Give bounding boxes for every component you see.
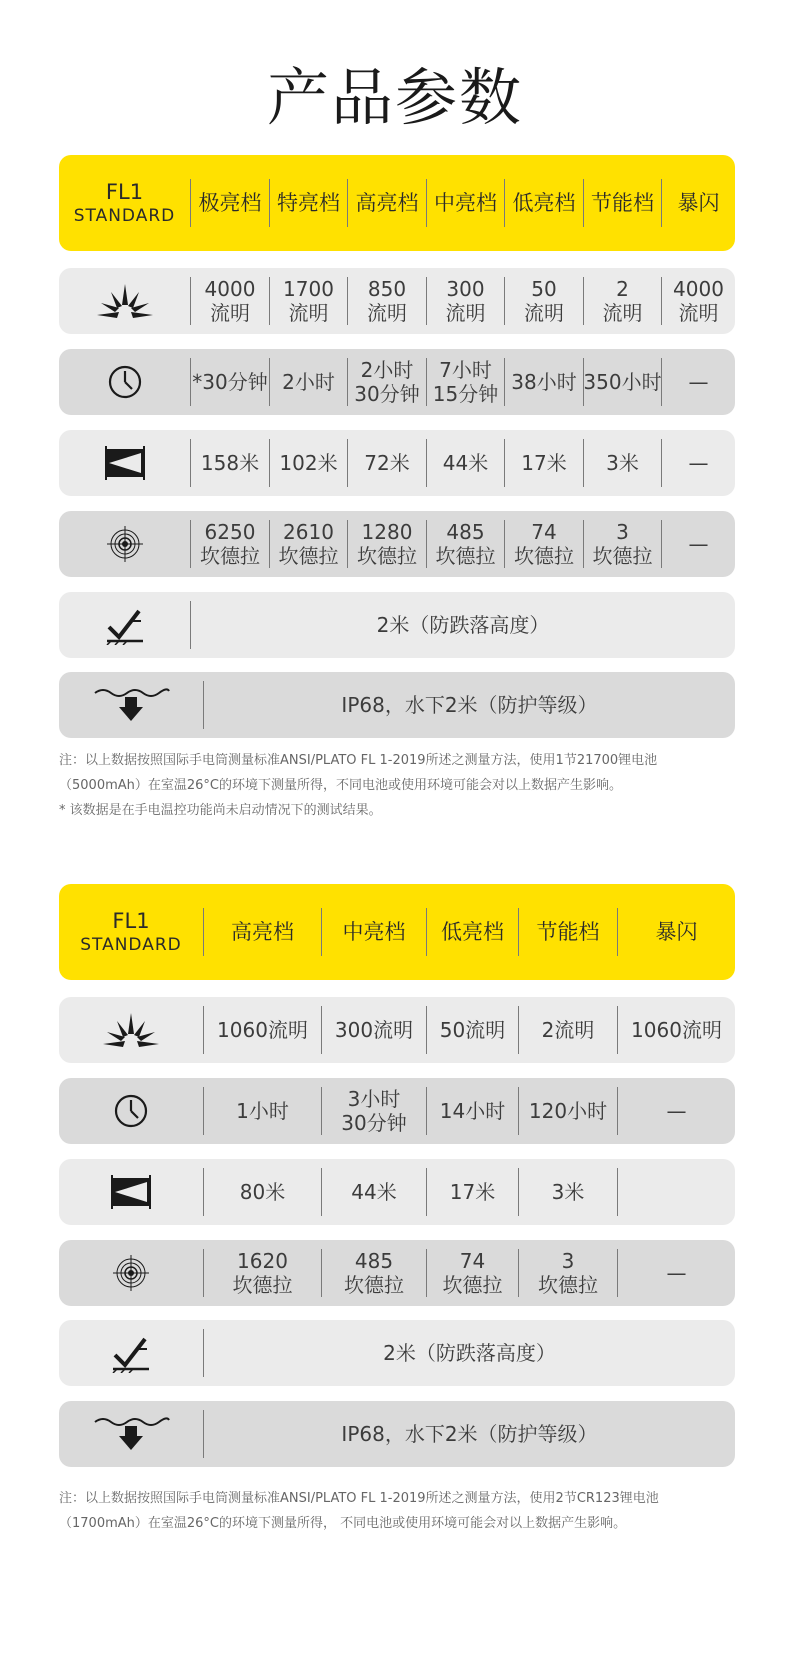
table1-intensity-cell: [347, 520, 426, 568]
table1-row-lumens: [59, 268, 735, 334]
table2-lumens-cell: [203, 1006, 321, 1054]
model-name: FL1: [112, 909, 150, 933]
table2-waterproof-label: [59, 1410, 203, 1458]
table2-lumens-text: 300流明: [334, 1018, 414, 1042]
table2-waterproof-value: IP68，水下2米（防护等级）: [203, 1410, 735, 1458]
table2-lumens-text: 1060流明: [217, 1018, 308, 1042]
table1-lumens-text: 850: [367, 277, 407, 301]
table1-lumens-cell: [504, 277, 583, 325]
table1-note-line: 注：以上数据按照国际手电筒测量标准ANSI/PLATO FL 1-2019所述之测量方法，使用1节21700锂电池: [59, 753, 658, 768]
model-name: FL1: [105, 180, 144, 204]
table1-lumens-text: 流明: [445, 301, 486, 325]
table2-header-text: 节能档: [536, 920, 600, 944]
table2-lumens-label: [59, 1006, 203, 1054]
model-label: [80, 908, 182, 956]
table2-lumens-cell: [321, 1006, 426, 1054]
table1-distance-text: —: [688, 451, 709, 475]
table1-distance-cell: [661, 439, 735, 487]
table2-distance-cell: [617, 1168, 735, 1216]
table1-distance-cell: [426, 439, 504, 487]
target-icon: [111, 1253, 151, 1293]
table1-runtime-text: 2小时: [282, 370, 335, 394]
table1-runtime-text: 350小时: [583, 370, 662, 394]
table1-header-cell: [504, 179, 583, 227]
beam-distance-icon: [102, 443, 148, 483]
table2-runtime-text: 30分钟: [341, 1111, 407, 1135]
table1-intensity-cell: [426, 520, 504, 568]
table2-header-text: 低亮档: [441, 920, 504, 944]
table1-lumens-text: 2: [616, 277, 629, 301]
table1-intensity-text: 3: [616, 520, 629, 544]
water-icon: [91, 1414, 171, 1454]
table1-header-cell: [190, 179, 269, 227]
table2-impact-label: [59, 1329, 203, 1377]
table2-distance-cell: [321, 1168, 426, 1216]
table1-distance-text: 17米: [521, 451, 567, 475]
table2-distance-label: [59, 1168, 203, 1216]
table2-intensity-text: 3: [561, 1249, 575, 1273]
table2-lumens-cell: [617, 1006, 735, 1054]
table1-note-line: * 该数据是在手电温控功能尚未启动情况下的测试结果。: [59, 803, 382, 818]
table1-distance-text: 102米: [279, 451, 338, 475]
table1-distance-text: 3米: [606, 451, 639, 475]
table1-runtime-cell: [583, 358, 661, 406]
table1-intensity-text: 坎德拉: [592, 544, 653, 568]
table1-distance-text: 44米: [442, 451, 489, 475]
table1-lumens-cell: [269, 277, 347, 325]
table2-intensity-label: [59, 1249, 203, 1297]
table1-lumens-cell: [661, 277, 735, 325]
table1-header-text: 高亮档: [355, 191, 419, 215]
table2-row-runtime: [59, 1078, 735, 1144]
table2-header-label: [59, 908, 203, 956]
table1-lumens-text: 50: [531, 277, 557, 301]
table1-runtime-cell: [504, 358, 583, 406]
table1-intensity-text: 坎德拉: [357, 544, 417, 568]
table2-intensity-text: 坎德拉: [232, 1273, 293, 1297]
table2-lumens-text: 50流明: [439, 1018, 506, 1042]
table2-runtime-cell: [426, 1087, 518, 1135]
table1-intensity-text: 1280: [361, 520, 413, 544]
table1-distance-cell: [583, 439, 661, 487]
table2-lumens-cell: [426, 1006, 518, 1054]
table2-intensity-cell: [203, 1249, 321, 1297]
table1-runtime-text: —: [688, 370, 709, 394]
table1-header-text: 节能档: [591, 191, 654, 215]
table1-intensity-text: 485: [446, 520, 485, 544]
table2-header-cell: [617, 908, 735, 956]
table1-row-waterproof: [59, 672, 735, 738]
table1-intensity-label: [59, 520, 190, 568]
table2-distance-text: 44米: [351, 1180, 397, 1204]
table1-lumens-text: 流明: [367, 301, 407, 325]
table1-waterproof-label: [59, 681, 203, 729]
table1-impact-value: 2米（防跌落高度）: [190, 601, 735, 649]
table1-header-text: 特亮档: [277, 191, 340, 215]
table1-header-cell: [269, 179, 347, 227]
table1-intensity-cell: [583, 520, 661, 568]
table1-intensity-text: 74: [531, 520, 557, 544]
table1-intensity-cell: [269, 520, 347, 568]
table2-runtime-text: 120小时: [528, 1099, 608, 1123]
target-icon: [105, 524, 145, 564]
table1-intensity-text: 坎德拉: [514, 544, 574, 568]
table2-distance-cell: [518, 1168, 617, 1216]
table1-header-cell: [347, 179, 426, 227]
table1-lumens-text: 流明: [602, 301, 643, 325]
table1-runtime-cell: [661, 358, 735, 406]
table2-row-waterproof: [59, 1401, 735, 1467]
table1-note-line: （5000mAh）在室温26°C的环境下测量所得，不同电池或使用环境可能会对以上数据产生影响。: [59, 778, 622, 793]
table1-header-text: 低亮档: [512, 191, 576, 215]
table2-intensity-cell: [321, 1249, 426, 1297]
table2-intensity-cell: [518, 1249, 617, 1297]
table2-lumens-text: 1060流明: [631, 1018, 722, 1042]
water-icon: [91, 685, 171, 725]
table1-header-text: 极亮档: [198, 191, 262, 215]
table1-lumens-cell: [347, 277, 426, 325]
table1-lumens-text: 流明: [678, 301, 719, 325]
table2-distance-text: 17米: [449, 1180, 496, 1204]
model-edition: STANDARD: [80, 935, 182, 955]
table1-lumens-text: 1700: [283, 277, 334, 301]
table2-header-text: 暴闪: [655, 920, 698, 944]
table2-header-cell: [321, 908, 426, 956]
table1-runtime-text: 15分钟: [432, 382, 499, 406]
table1-row-impact: [59, 592, 735, 658]
table1-header-cell: [661, 179, 735, 227]
table2-header-text: 中亮档: [342, 920, 406, 944]
table1-intensity-cell: [504, 520, 583, 568]
table2-intensity-text: 1620: [237, 1249, 288, 1273]
table1-distance-cell: [269, 439, 347, 487]
table1-lumens-cell: [190, 277, 269, 325]
table2-header-cell: [203, 908, 321, 956]
table1-row-distance: [59, 430, 735, 496]
table2-runtime-text: 3小时: [347, 1087, 401, 1111]
table1-row-runtime: [59, 349, 735, 415]
table1-lumens-cell: [426, 277, 504, 325]
table2-distance-text: 80米: [239, 1180, 286, 1204]
table1-distance-cell: [190, 439, 269, 487]
table1-distance-text: 72米: [364, 451, 410, 475]
table1-lumens-text: 4000: [204, 277, 256, 301]
clock-icon: [105, 362, 145, 402]
sun-rays-icon: [101, 1010, 161, 1050]
table1-row-header: [59, 155, 735, 251]
table1-intensity-text: 坎德拉: [278, 544, 339, 568]
table2-note-line: （1700mAh）在室温26°C的环境下测量所得， 不同电池或使用环境可能会对以上数据产生影响。: [59, 1516, 627, 1531]
table1-runtime-cell: [347, 358, 426, 406]
table1-lumens-text: 4000: [673, 277, 724, 301]
table1-runtime-label: [59, 358, 190, 406]
table1-distance-cell: [504, 439, 583, 487]
impact-resistance-icon: [103, 605, 147, 645]
table1-header-text: 暴闪: [677, 191, 720, 215]
table1-header-cell: [426, 179, 504, 227]
table1-distance-text: 158米: [200, 451, 260, 475]
table1-runtime-text: *30分钟: [192, 370, 268, 394]
sun-rays-icon: [95, 281, 155, 321]
table1-lumens-text: 流明: [288, 301, 329, 325]
table2-lumens-cell: [518, 1006, 617, 1054]
table1-distance-label: [59, 439, 190, 487]
table2-intensity-text: 坎德拉: [538, 1273, 598, 1297]
table2-impact-value: 2米（防跌落高度）: [203, 1329, 735, 1377]
table1-intensity-cell: [661, 520, 735, 568]
table1-runtime-cell: [190, 358, 269, 406]
table2-runtime-cell: [203, 1087, 321, 1135]
table2-intensity-text: 485: [354, 1249, 394, 1273]
table1-intensity-text: 坎德拉: [435, 544, 496, 568]
table2-intensity-text: —: [666, 1261, 687, 1285]
table2-runtime-text: —: [666, 1099, 687, 1123]
table2-row-lumens: [59, 997, 735, 1063]
table2-intensity-text: 坎德拉: [344, 1273, 404, 1297]
table2-runtime-label: [59, 1087, 203, 1135]
table1-runtime-text: 30分钟: [354, 382, 420, 406]
table1-runtime-text: 7小时: [439, 358, 492, 382]
table2-distance-cell: [203, 1168, 321, 1216]
table2-lumens-text: 2流明: [541, 1018, 595, 1042]
table2-distance-cell: [426, 1168, 518, 1216]
beam-distance-icon: [108, 1172, 154, 1212]
clock-icon: [111, 1091, 151, 1131]
table1-waterproof-value: IP68，水下2米（防护等级）: [203, 681, 735, 729]
table1-impact-label: [59, 601, 190, 649]
table2-row-distance: [59, 1159, 735, 1225]
page-title: 产品参数: [266, 61, 523, 134]
table2-header-cell: [426, 908, 518, 956]
table2-row-intensity: [59, 1240, 735, 1306]
table2-intensity-text: 74: [459, 1249, 486, 1273]
table1-header-label: [59, 179, 190, 227]
table1-header-text: 中亮档: [434, 191, 497, 215]
table1-lumens-text: 流明: [210, 301, 250, 325]
table1-lumens-text: 300: [446, 277, 485, 301]
table1-row-intensity: [59, 511, 735, 577]
table1-header-cell: [583, 179, 661, 227]
table1-distance-cell: [347, 439, 426, 487]
table2-distance-text: 3米: [551, 1180, 585, 1204]
table2-runtime-text: 1小时: [236, 1099, 289, 1123]
table2-runtime-cell: [617, 1087, 735, 1135]
model-label: [74, 179, 176, 227]
model-edition: STANDARD: [73, 206, 176, 226]
table2-intensity-cell: [617, 1249, 735, 1297]
table1-lumens-label: [59, 277, 190, 325]
table1-intensity-cell: [190, 520, 269, 568]
table2-header-text: 高亮档: [231, 920, 294, 944]
table2-row-impact: [59, 1320, 735, 1386]
table2-runtime-cell: [321, 1087, 426, 1135]
table1-lumens-text: 流明: [524, 301, 564, 325]
table1-intensity-text: 坎德拉: [200, 544, 260, 568]
table1-intensity-text: —: [688, 532, 709, 556]
table1-lumens-cell: [583, 277, 661, 325]
impact-resistance-icon: [109, 1333, 153, 1373]
table1-runtime-text: 2小时: [360, 358, 414, 382]
table1-intensity-text: 2610: [283, 520, 334, 544]
table1-runtime-text: 38小时: [511, 370, 577, 394]
table2-intensity-cell: [426, 1249, 518, 1297]
table1-intensity-text: 6250: [204, 520, 256, 544]
table1-runtime-cell: [426, 358, 504, 406]
table2-note-line: 注：以上数据按照国际手电筒测量标准ANSI/PLATO FL 1-2019所述之测量方法，使用2节CR123锂电池: [59, 1491, 659, 1506]
table2-intensity-text: 坎德拉: [442, 1273, 503, 1297]
table2-row-header: [59, 884, 735, 980]
table2-header-cell: [518, 908, 617, 956]
table2-runtime-cell: [518, 1087, 617, 1135]
table2-runtime-text: 14小时: [439, 1099, 506, 1123]
table1-runtime-cell: [269, 358, 347, 406]
